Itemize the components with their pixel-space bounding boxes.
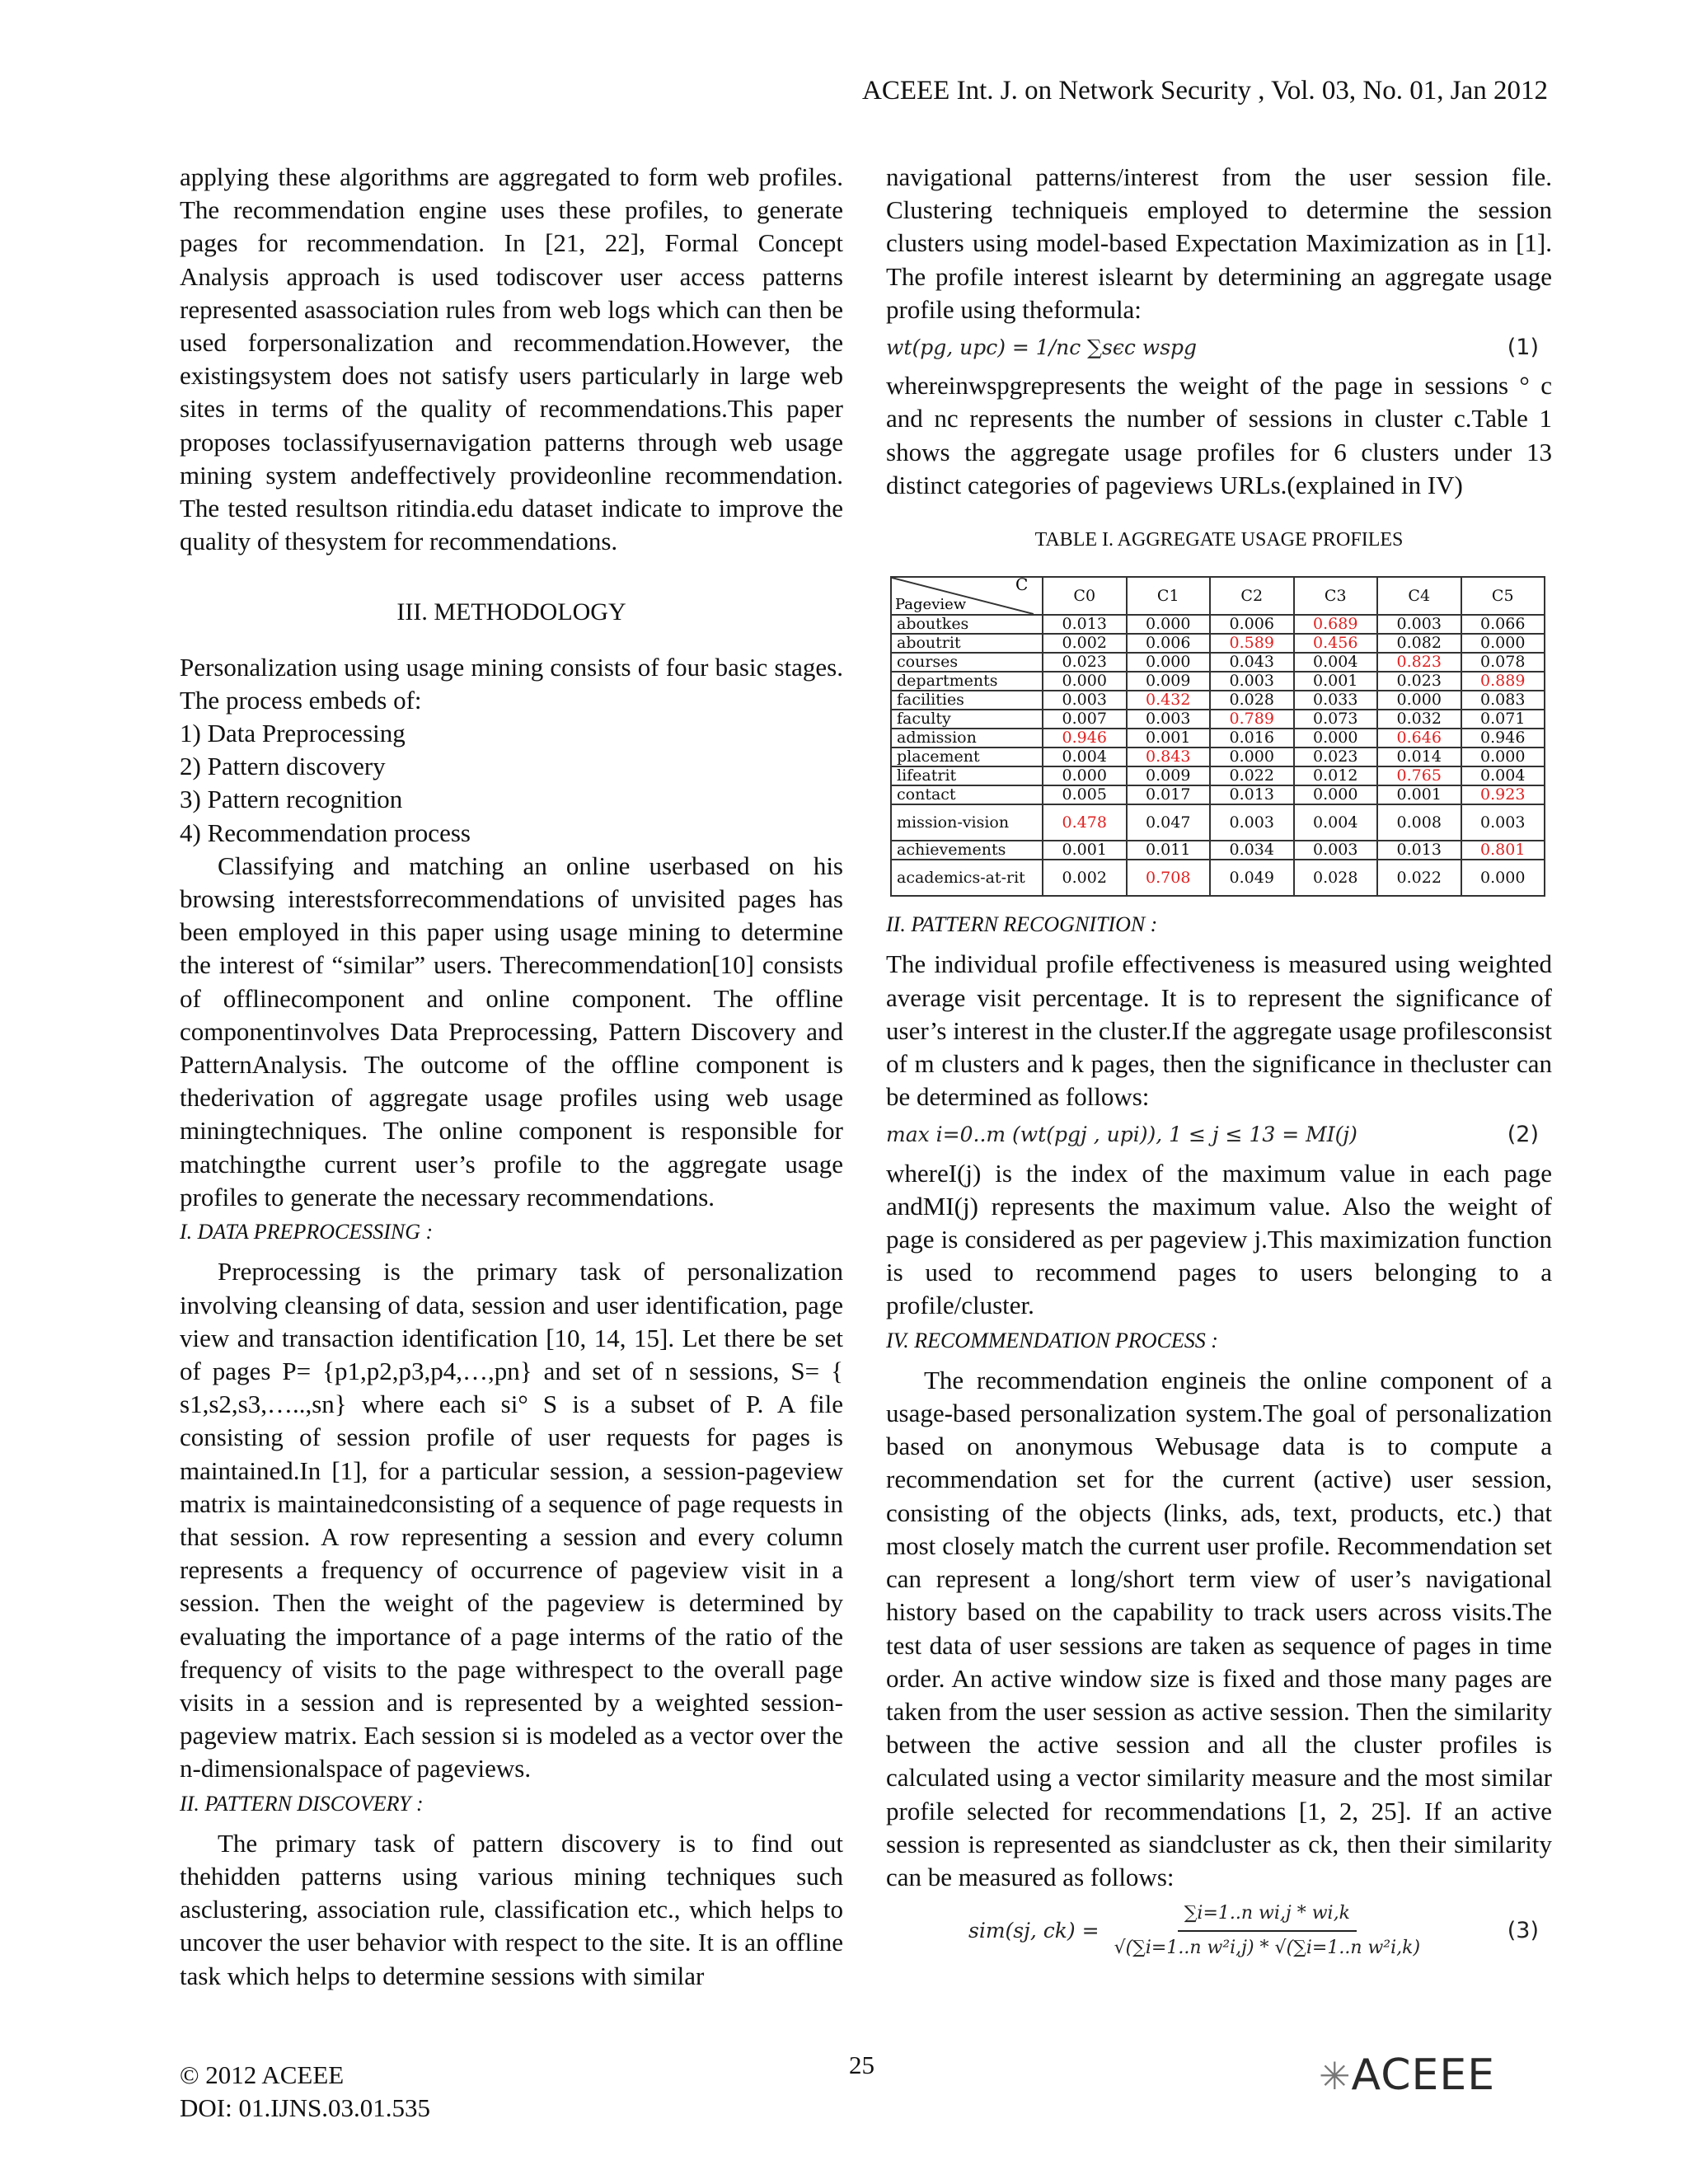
table-cell: 0.456 (1294, 634, 1378, 653)
row-label: aboutkes (891, 615, 1043, 634)
table-cell: 0.013 (1210, 785, 1294, 804)
equation-3-denominator: √(∑i=1..n w²i,j) * √(∑i=1..n w²i,k) (1114, 1938, 1421, 1959)
table-cell: 0.066 (1461, 615, 1545, 634)
column-header: C0 (1043, 577, 1127, 615)
table-cell: 0.007 (1043, 710, 1127, 729)
row-label: contact (891, 785, 1043, 804)
row-label: admission (891, 729, 1043, 748)
table-cell: 0.003 (1294, 841, 1378, 860)
equation-3-number: (3) (1507, 1918, 1539, 1944)
subsection-recommendation-process: IV. RECOMMENDATION PROCESS : (886, 1328, 1218, 1352)
table-cell: 0.001 (1127, 729, 1211, 748)
table-cell: 0.004 (1294, 804, 1378, 841)
table-cell: 0.000 (1461, 860, 1545, 896)
equation-1-expression: wt(pg, upc) = 1/nc ∑sєc wspg (886, 335, 1198, 360)
table-cell: 0.001 (1043, 841, 1127, 860)
table-cell: 0.004 (1043, 748, 1127, 766)
table-cell: 0.001 (1294, 672, 1378, 691)
table-cell: 0.589 (1210, 634, 1294, 653)
table-row (891, 672, 1545, 691)
equation-3-lhs: sim(sj, ck) = (968, 1919, 1100, 1943)
table-cell: 0.009 (1127, 672, 1211, 691)
table-cell: 0.001 (1377, 785, 1461, 804)
discovery-paragraph: The primary task of pattern discovery is to find out thehidden patterns using various mining techniques such asclustering, association rule, classification etc., which helps to uncover the user behavior with respect to the site. It is an offline task which helps to determine sessions with similar (180, 1828, 843, 1990)
aggregate-usage-table (890, 576, 1545, 897)
table-cell: 0.028 (1294, 860, 1378, 896)
table-cell: 0.034 (1210, 841, 1294, 860)
logo-text: ACEEE (1351, 2050, 1496, 2100)
table-cell: 0.003 (1043, 691, 1127, 710)
table-cell: 0.073 (1294, 710, 1378, 729)
equation-3 (886, 1897, 1552, 1965)
table-cell: 0.017 (1127, 785, 1211, 804)
subsection-pattern-recognition: II. PATTERN RECOGNITION : (886, 912, 1158, 937)
table-cell: 0.789 (1210, 710, 1294, 729)
table-cell: 0.043 (1210, 653, 1294, 672)
table-cell: 0.823 (1377, 653, 1461, 672)
table-cell: 0.000 (1127, 653, 1211, 672)
row-label: mission-vision (891, 804, 1043, 841)
diagonal-divider (892, 578, 1034, 614)
table-cell: 0.071 (1461, 710, 1545, 729)
equation-1 (886, 331, 1552, 364)
table-cell: 0.003 (1210, 804, 1294, 841)
table-row (891, 729, 1545, 748)
preprocess-paragraph: Preprocessing is the primary task of personalization involving cleansing of data, session and user identification, page view and transaction identification [10, 14, 15]. Let there be set of pages P= {p1,p2,p3,p4,…,pn} and set of n sessions, S= { s1,s2,s3,…..,sn} where each si° S is a subset of P. A file consisting of session profile of user requests for pages is maintained.In [1], for a particular session, a session-pageview matrix is maintainedconsisting of a sequence of page requests in that session. A row representing a session and every column represents a frequency of occurrence of pageview visit in a session. Then the weight of the pageview is determined by evaluating the importance of a page interms of the ratio of the frequency of visits to the page withrespect to the overall page visits in a session and is represented by a weighted session-pageview matrix. Each session si is modeled as a vector over the n-dimensionalspace of pageviews. (180, 1257, 843, 1783)
table-row (891, 804, 1545, 841)
table-cell: 0.000 (1043, 672, 1127, 691)
table-row (891, 615, 1545, 634)
table-cell: 0.004 (1294, 653, 1378, 672)
section-title-methodology: III. METHODOLOGY (396, 598, 626, 626)
stages-paragraph: Personalization using usage mining consists of four basic stages. The process embeds of: (180, 652, 843, 715)
table-cell: 0.006 (1210, 615, 1294, 634)
table-cell: 0.011 (1127, 841, 1211, 860)
aceee-logo (1319, 2050, 1495, 2100)
recommendation-paragraph: The recommendation engineis the online component of a usage-based personalization system.The goal of personalization based on anonymous Webusage data is to compute a recommendation set for the current (active) user session, consisting of the objects (links, ads, text, products, etc.) that most closely match the current user profile. Recommendation set can represent a long/short term view of user’s navigational history based on the capability to track users across visits.The test data of user sessions are taken as sequence of pages in time order. An active window size is fixed and those many pages are taken from the user session as active session. Then the similarity between the active session and all the cluster profiles is calculated using a vector similarity measure and the most similar profile selected for recommendations [1, 2, 25]. If an active session is represented as siandcluster as ck, then their similarity can be measured as follows: (886, 1365, 1552, 1891)
table-cell: 0.022 (1377, 860, 1461, 896)
table-cell: 0.000 (1127, 615, 1211, 634)
equation-2-expression: max i=0..m (wt(pgj , upi)), 1 ≤ j ≤ 13 = MI(j) (886, 1122, 1357, 1147)
table-cell: 0.005 (1043, 785, 1127, 804)
column-header: C2 (1210, 577, 1294, 615)
table-cell: 0.889 (1461, 672, 1545, 691)
table-cell: 0.013 (1377, 841, 1461, 860)
equation-3-numerator: ∑i=1..n wi,j * wi,k (1178, 1897, 1357, 1932)
row-label: facilities (891, 691, 1043, 710)
table-row (891, 710, 1545, 729)
table-row (891, 860, 1545, 896)
row-label: aboutrit (891, 634, 1043, 653)
row-label: placement (891, 748, 1043, 766)
footer-doi: DOI: 01.IJNS.03.01.535 (180, 2093, 430, 2122)
table-caption: TABLE I. AGGREGATE USAGE PROFILES (1034, 529, 1404, 551)
left-column (180, 161, 843, 1993)
table-cell: 0.946 (1461, 729, 1545, 748)
table-cell: 0.689 (1294, 615, 1378, 634)
page-number: 25 (849, 2050, 874, 2079)
corner-bottom-label: Pageview (895, 596, 967, 614)
column-header: C1 (1127, 577, 1211, 615)
table-cell: 0.013 (1043, 615, 1127, 634)
column-header: C3 (1294, 577, 1378, 615)
table-row (891, 634, 1545, 653)
equation-2 (886, 1118, 1552, 1151)
table-row (891, 766, 1545, 785)
table-cell: 0.022 (1210, 766, 1294, 785)
table-cell: 0.000 (1294, 729, 1378, 748)
table-cell: 0.003 (1377, 615, 1461, 634)
table-cell: 0.082 (1377, 634, 1461, 653)
table-cell: 0.003 (1127, 710, 1211, 729)
table-cell: 0.708 (1127, 860, 1211, 896)
stage-item: 4) Recommendation process (180, 818, 471, 847)
table-cell: 0.002 (1043, 860, 1127, 896)
row-label: achievements (891, 841, 1043, 860)
table-cell: 0.646 (1377, 729, 1461, 748)
table-body (891, 615, 1545, 896)
table-cell: 0.000 (1210, 748, 1294, 766)
equation-2-number: (2) (1507, 1122, 1539, 1148)
equation-3-fraction (1108, 1897, 1428, 1965)
table-cell: 0.078 (1461, 653, 1545, 672)
navigation-paragraph: navigational patterns/interest from the user session file. Clustering techniqueis employed to determine the session clusters using model-based Expectation Maximization as in [1]. The profile interest islearnt by determining an aggregate usage profile using theformula: (886, 162, 1552, 324)
table-row (891, 748, 1545, 766)
classify-paragraph: Classifying and matching an online userbased on his browsing interestsforrecommendations of unvisited pages has been employed in this paper using usage mining to determine the interest of “similar” users. Therecommendation[10] consists of offlinecomponent and online component. The offline componentinvolves Data Preprocessing, Pattern Discovery and PatternAnalysis. The outcome of the offline component is thederivation of aggregate usage profiles using web usage miningtechniques. The online component is responsible for matchingthe current user’s profile to the aggregate usage profiles to generate the necessary recommendations. (180, 851, 843, 1212)
stage-item: 3) Pattern recognition (180, 785, 403, 814)
table-cell: 0.765 (1377, 766, 1461, 785)
recognition-paragraph: The individual profile effectiveness is measured using weighted average visit percentage. It is to represent the significance of user’s interest in the cluster.If the aggregate usage profilesconsist of m clusters and k pages, then the significance in thecluster can be determined as follows: (886, 949, 1552, 1112)
stage-item: 1) Data Preprocessing (180, 719, 406, 748)
table-cell: 0.006 (1127, 634, 1211, 653)
journal-header: ACEEE Int. J. on Network Security , Vol. 03, No. 01, Jan 2012 (862, 76, 1548, 105)
table-cell: 0.003 (1461, 804, 1545, 841)
column-header: C4 (1377, 577, 1461, 615)
table-cell: 0.014 (1377, 748, 1461, 766)
table-cell: 0.023 (1294, 748, 1378, 766)
subsection-data-preprocessing: I. DATA PREPROCESSING : (180, 1220, 434, 1244)
row-label: academics-at-rit (891, 860, 1043, 896)
table-cell: 0.032 (1377, 710, 1461, 729)
table-cell: 0.028 (1210, 691, 1294, 710)
table-cell: 0.000 (1461, 634, 1545, 653)
table-cell: 0.016 (1210, 729, 1294, 748)
row-label: lifeatrit (891, 766, 1043, 785)
table-cell: 0.023 (1377, 672, 1461, 691)
table-cell: 0.009 (1127, 766, 1211, 785)
table-row (891, 785, 1545, 804)
table-cell: 0.923 (1461, 785, 1545, 804)
table-cell: 0.049 (1210, 860, 1294, 896)
table-cell: 0.843 (1127, 748, 1211, 766)
table-row (891, 691, 1545, 710)
table-cell: 0.004 (1461, 766, 1545, 785)
table-cell: 0.002 (1043, 634, 1127, 653)
table-cell: 0.801 (1461, 841, 1545, 860)
corner-top-label: C (1015, 578, 1029, 595)
subsection-pattern-discovery: II. PATTERN DISCOVERY : (180, 1791, 424, 1816)
table-cell: 0.008 (1377, 804, 1461, 841)
table-header-row (891, 577, 1545, 615)
table-corner-cell (891, 577, 1043, 615)
intro-paragraph: applying these algorithms are aggregated to form web profiles. The recommendation engine uses these profiles, to generate pages for recommendation. In [21, 22], Formal Concept Analysis approach is used todiscover user access patterns represented asassociation rules from web logs which can then be used forpersonalization and recommendation.However, the existingsystem does not satisfy users particularly in large web sites in terms of the quality of recommendations.This paper proposes toclassifyusernavigation patterns through web usage mining system andeffectively provideonline recommendation. The tested resultson ritindia.edu dataset indicate to improve the quality of thesystem for recommendations. (180, 162, 843, 556)
table-cell: 0.003 (1210, 672, 1294, 691)
right-column (886, 161, 1552, 1971)
row-label: faculty (891, 710, 1043, 729)
table-cell: 0.478 (1043, 804, 1127, 841)
row-label: departments (891, 672, 1043, 691)
table-cell: 0.000 (1294, 785, 1378, 804)
table-row (891, 841, 1545, 860)
table-cell: 0.083 (1461, 691, 1545, 710)
row-label: courses (891, 653, 1043, 672)
wherein-paragraph: whereinwspgrepresents the weight of the page in sessions ° c and nc represents the number of sessions in cluster c.Table 1 shows the aggregate usage profiles for 6 clusters under 13 distinct categories of pageviews URLs.(explained in IV) (886, 371, 1552, 499)
equation-1-number: (1) (1507, 335, 1539, 361)
table-row (891, 653, 1545, 672)
table-cell: 0.000 (1377, 691, 1461, 710)
table-cell: 0.033 (1294, 691, 1378, 710)
table-cell: 0.432 (1127, 691, 1211, 710)
table-cell: 0.946 (1043, 729, 1127, 748)
table-cell: 0.047 (1127, 804, 1211, 841)
where-paragraph: whereI(j) is the index of the maximum value in each page andMI(j) represents the maximum value. Also the weight of page is considered as per pageview j.This maximization function is used to recommend pages to users belonging to a profile/cluster. (886, 1158, 1552, 1320)
column-header: C5 (1461, 577, 1545, 615)
star-icon: ✳ (1319, 2054, 1352, 2098)
footer-copyright: © 2012 ACEEE (180, 2060, 345, 2089)
table-cell: 0.000 (1461, 748, 1545, 766)
table-cell: 0.000 (1043, 766, 1127, 785)
table-cell: 0.023 (1043, 653, 1127, 672)
table-cell: 0.012 (1294, 766, 1378, 785)
stage-item: 2) Pattern discovery (180, 752, 386, 781)
